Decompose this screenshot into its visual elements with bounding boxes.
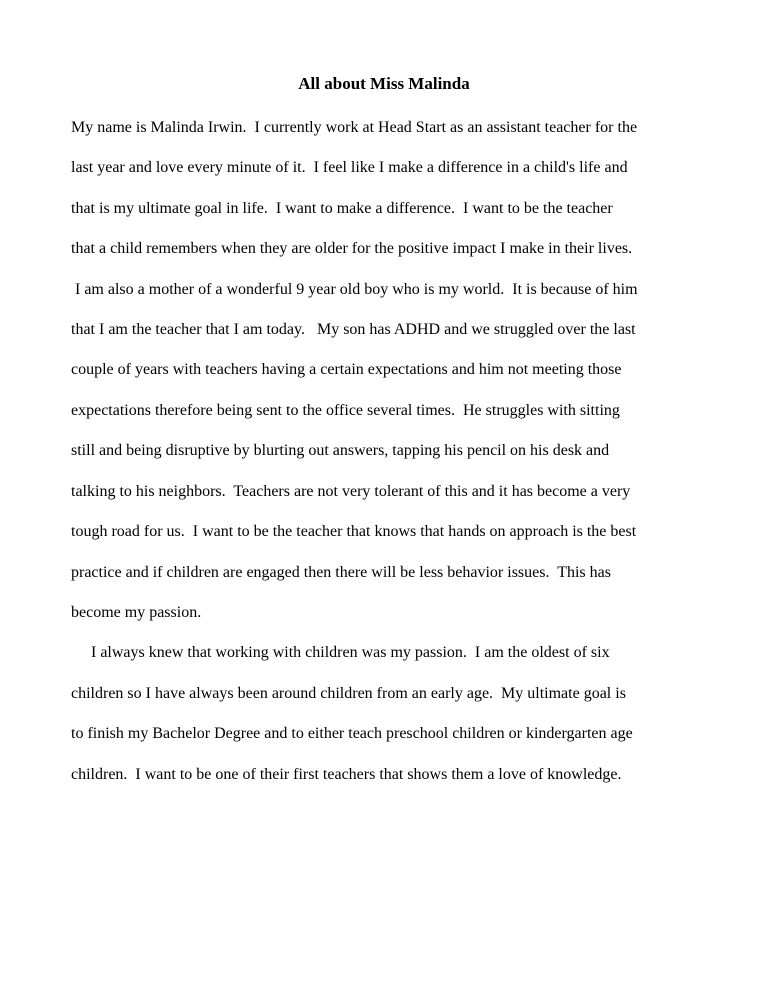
body-line: that is my ultimate goal in life. I want to make a difference. I want to be the teacher [71,200,613,217]
body-line: I always knew that working with children was my passion. I am the oldest of six [71,644,610,661]
body-line: become my passion. [71,604,202,621]
body-line: children. I want to be one of their first teachers that shows them a love of knowledge. [71,766,622,783]
body-line: talking to his neighbors. Teachers are not very tolerant of this and it has become a very [71,483,631,500]
body-line: practice and if children are engaged then there will be less behavior issues. This has [71,564,611,581]
body-line: couple of years with teachers having a certain expectations and him not meeting those [71,361,622,378]
body-line: tough road for us. I want to be the teacher that knows that hands on approach is the best [71,523,637,540]
body-line: expectations therefore being sent to the office several times. He struggles with sitting [71,402,620,419]
body-line: that I am the teacher that I am today. My son has ADHD and we struggled over the last [71,321,636,338]
body-line: to finish my Bachelor Degree and to either teach preschool children or kindergarten age [71,725,633,742]
body-line: that a child remembers when they are older for the positive impact I make in their lives. [71,240,633,257]
body-line: still and being disruptive by blurting out answers, tapping his pencil on his desk and [71,442,610,459]
body-line: I am also a mother of a wonderful 9 year old boy who is my world. It is because of him [71,281,638,298]
body-line: last year and love every minute of it. I feel like I make a difference in a child's life and [71,159,628,176]
body-line: children so I have always been around children from an early age. My ultimate goal is [71,685,626,702]
body-line: My name is Malinda Irwin. I currently work at Head Start as an assistant teacher for the [71,119,638,136]
document-title: All about Miss Malinda [298,74,470,93]
